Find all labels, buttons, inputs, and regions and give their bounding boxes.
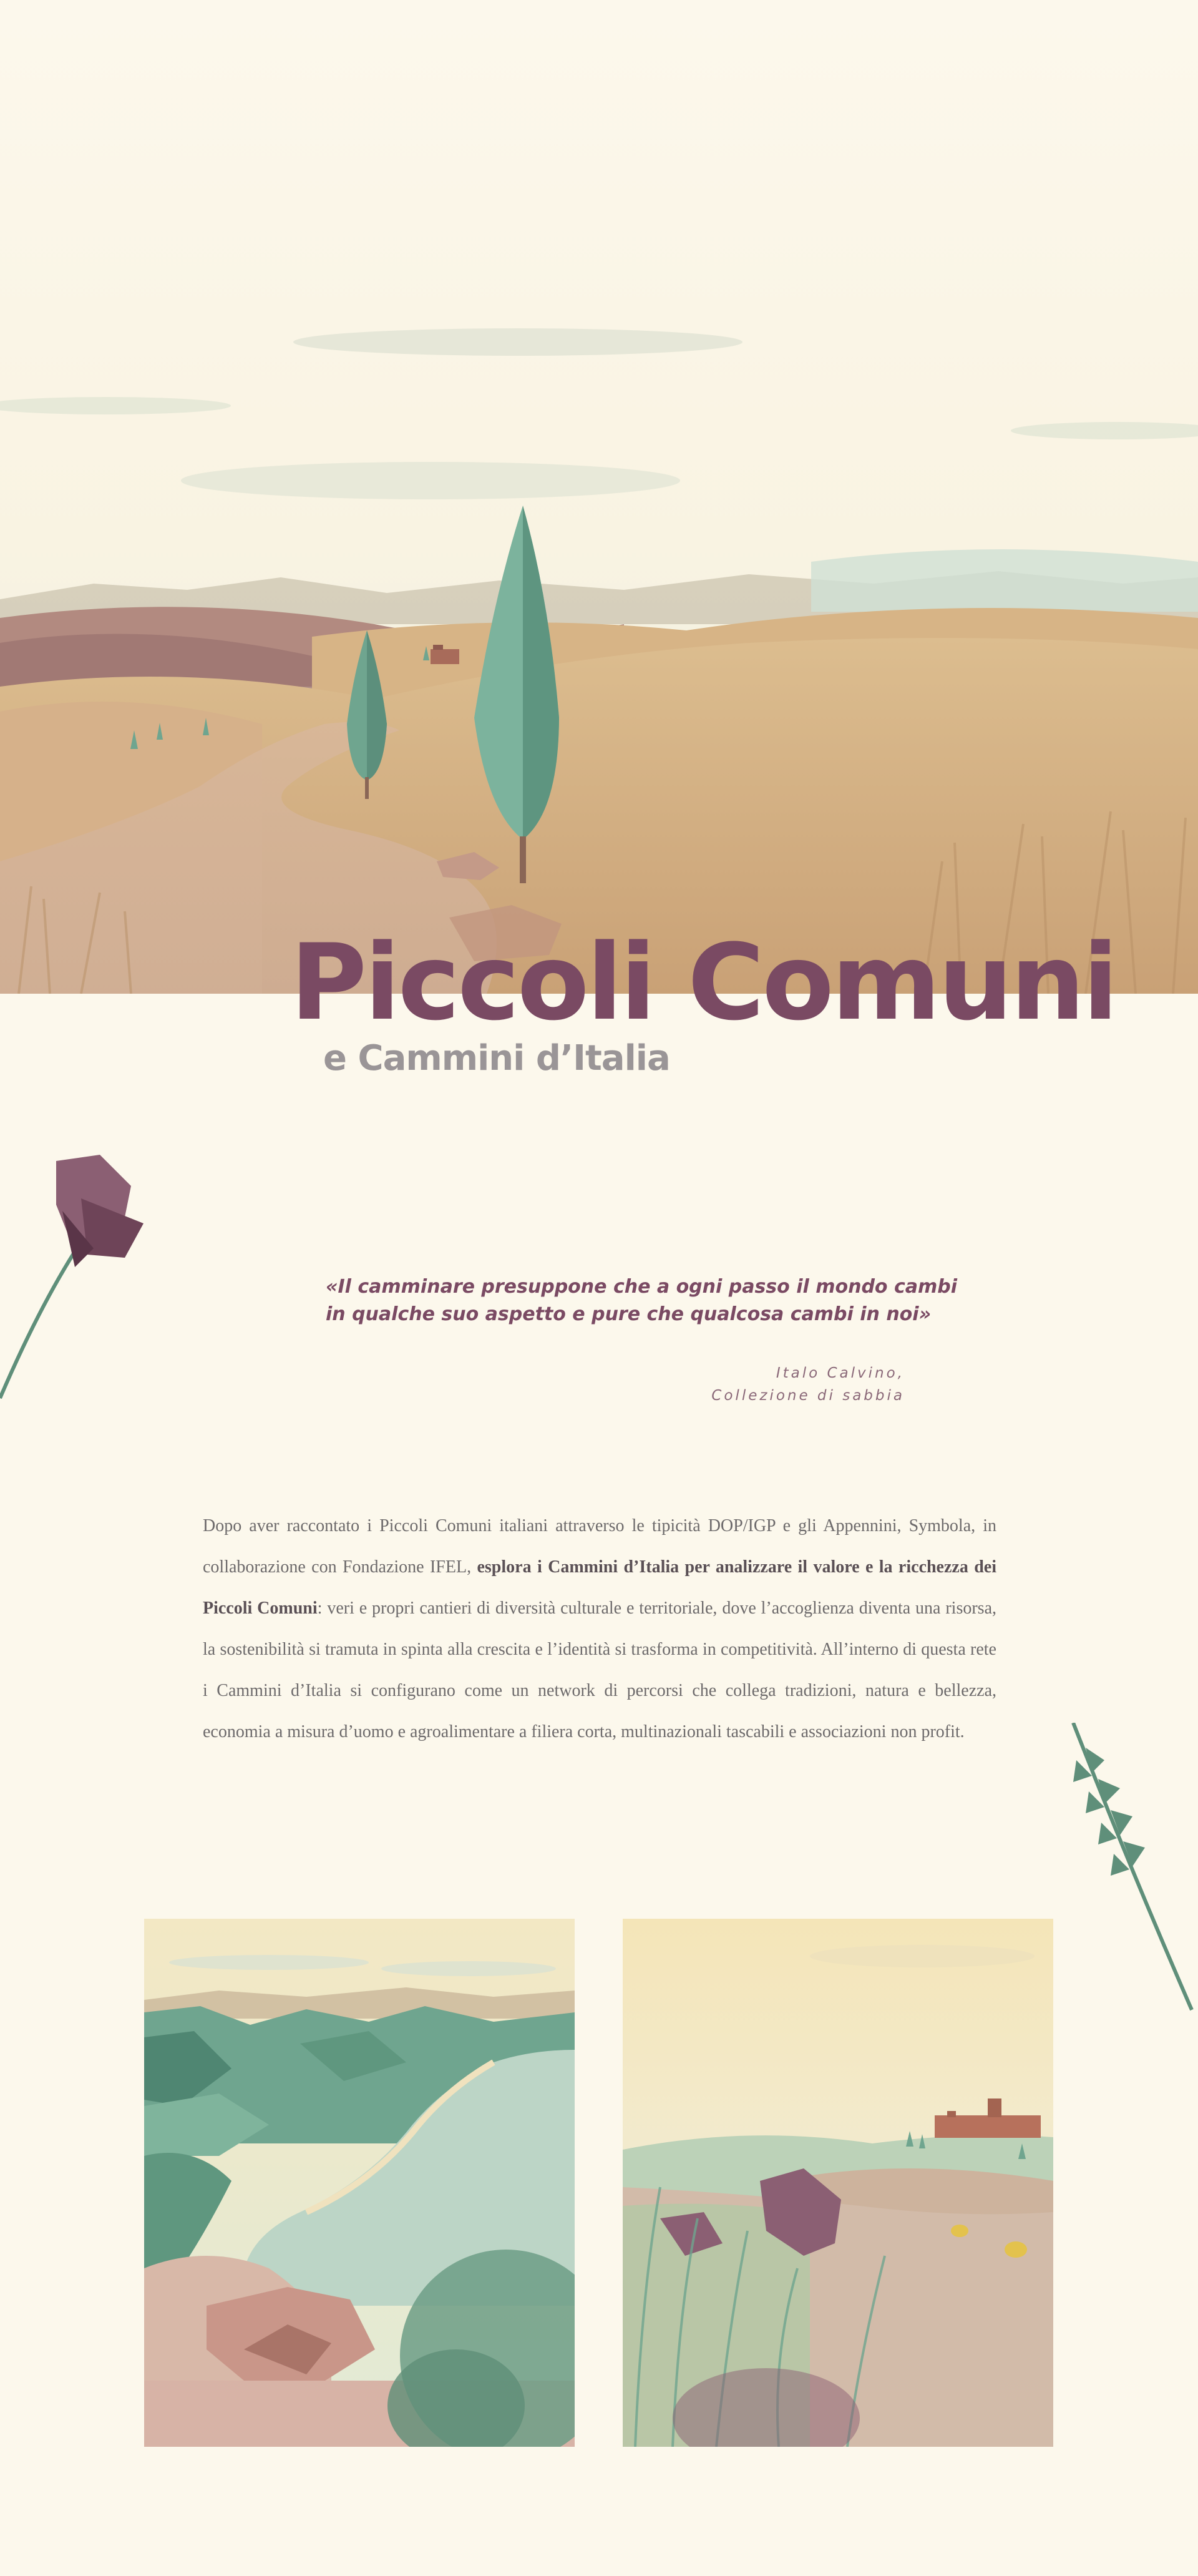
hero-illustration <box>0 0 1198 994</box>
quote-source: Collezione di sabbia <box>711 1388 905 1404</box>
flower-illustration <box>0 1148 162 1414</box>
quote-attribution <box>711 1362 905 1407</box>
intro-paragraph <box>203 1506 996 1753</box>
page-subtitle: e Cammini d’Italia <box>323 1038 670 1079</box>
intro-text-2: : veri e propri cantieri di diversità culturale e territoriale, dove l’accoglienza diventa una risorsa, la sostenibilità si tramuta in spinta alla crescita e l’identità si trasforma in competitività. All’interno di questa rete i Cammini d’Italia si configurano come un network di percorsi che collega tradizioni, natura e bellezza, economia a misura d’uomo e agroalimentare a filiera corta, multinazionali tascabili e associazioni non profit. <box>203 1599 996 1741</box>
quote <box>326 1273 958 1328</box>
page-title: Piccoli Comuni <box>290 921 1116 1044</box>
quote-line-1: «Il camminare presuppone che a ogni passo il mondo cambi <box>326 1276 958 1298</box>
field-illustration <box>623 1919 1053 2447</box>
intro-text-1: Dopo aver raccontato i Piccoli Comuni italiani attraverso le tipicità DOP/IGP e gli Appennini, Symbola, in collaborazione con Fondazione IFEL, <box>203 1516 996 1577</box>
quote-author: Italo Calvino, <box>776 1365 905 1381</box>
wheat-illustration <box>1061 1723 1198 2025</box>
lake-illustration <box>144 1919 575 2447</box>
quote-line-2: in qualche suo aspetto e pure che qualcosa cambi in noi» <box>326 1303 932 1325</box>
intro-text-bold: esplora i Cammini d’Italia per analizzare il valore e la ricchezza dei Piccoli Comuni <box>203 1557 996 1618</box>
title-block <box>0 921 1198 1092</box>
